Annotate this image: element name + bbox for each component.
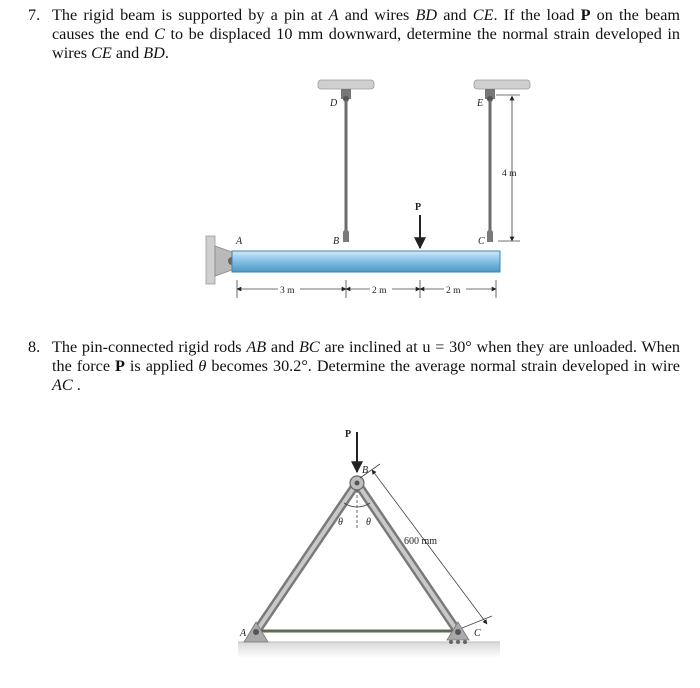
p7-var-CE: CE bbox=[472, 6, 494, 24]
dim-extension-C bbox=[462, 616, 492, 628]
problem-8-number: 8. bbox=[28, 338, 41, 356]
label-P: P bbox=[415, 202, 422, 213]
label-C: C bbox=[474, 628, 481, 639]
p7-var-A: A bbox=[328, 6, 339, 24]
p8-var-P: P bbox=[115, 357, 125, 375]
figure-8 bbox=[238, 429, 500, 658]
p7-var-C: C bbox=[154, 25, 165, 43]
wire-CE-clevis bbox=[487, 229, 493, 242]
p8-text-part: is applied bbox=[124, 357, 199, 375]
rigid-beam bbox=[232, 251, 500, 272]
p8-text-part: and bbox=[266, 338, 300, 356]
p7-var-P: P bbox=[580, 6, 591, 24]
figure-7 bbox=[206, 80, 530, 298]
p7-var-BD: BD bbox=[415, 6, 438, 24]
label-C: C bbox=[478, 236, 485, 247]
p8-var-AB: AB bbox=[246, 338, 267, 356]
p7-text-part: and wires bbox=[338, 6, 416, 24]
p8-var-theta: θ bbox=[198, 357, 207, 375]
dim-label-AB: 3 m bbox=[280, 286, 295, 296]
p8-var-AC: AC bbox=[52, 376, 73, 394]
label-B: B bbox=[333, 236, 340, 247]
p7-text-part: . If the load bbox=[493, 6, 581, 24]
dim-label-PC: 2 m bbox=[446, 286, 461, 296]
label-A: A bbox=[240, 628, 247, 639]
p7-var-BD: BD bbox=[143, 44, 165, 62]
ceiling-support-D bbox=[318, 80, 374, 102]
p8-text-part: are inclined at u = 30° when they are unloaded. When the force bbox=[52, 338, 681, 375]
p7-text-part: to be displaced 10 mm downward, determine the normal strain developed in wires bbox=[52, 25, 680, 62]
pin-B-center bbox=[355, 481, 360, 486]
dim-label-wire: 4 m bbox=[502, 169, 517, 179]
label-theta-right: θ bbox=[366, 517, 371, 528]
p8-text-part: The pin-connected rigid rods bbox=[52, 338, 247, 356]
p7-text-part: on the beam causes the end bbox=[52, 6, 680, 43]
dim-label-BC: 600 mm bbox=[404, 536, 438, 547]
wire-BD-clevis bbox=[343, 229, 349, 242]
problem-7-number: 7. bbox=[28, 6, 41, 24]
rod-BC bbox=[357, 483, 458, 632]
ground bbox=[238, 642, 500, 658]
dim-line-BC bbox=[372, 470, 487, 624]
p7-var-CE: CE bbox=[91, 44, 112, 62]
label-B: B bbox=[362, 465, 369, 476]
label-D: D bbox=[330, 98, 338, 109]
p8-text-part: becomes 30.2°. Determine the average normal strain developed in wire bbox=[206, 357, 680, 375]
label-A: A bbox=[236, 236, 243, 247]
p7-text-part: The rigid beam is supported by a pin at bbox=[52, 6, 329, 24]
dim-label-BP: 2 m bbox=[372, 286, 387, 296]
p7-text-part: and bbox=[437, 6, 473, 24]
p7-text-part: . bbox=[164, 44, 169, 62]
label-E: E bbox=[477, 98, 484, 109]
p7-text-part: and bbox=[111, 44, 144, 62]
p8-var-BC: BC bbox=[299, 338, 320, 356]
rod-AB bbox=[256, 483, 357, 632]
p8-text-part: . bbox=[72, 376, 81, 394]
label-theta-left: θ bbox=[338, 517, 343, 528]
label-P: P bbox=[345, 429, 352, 440]
